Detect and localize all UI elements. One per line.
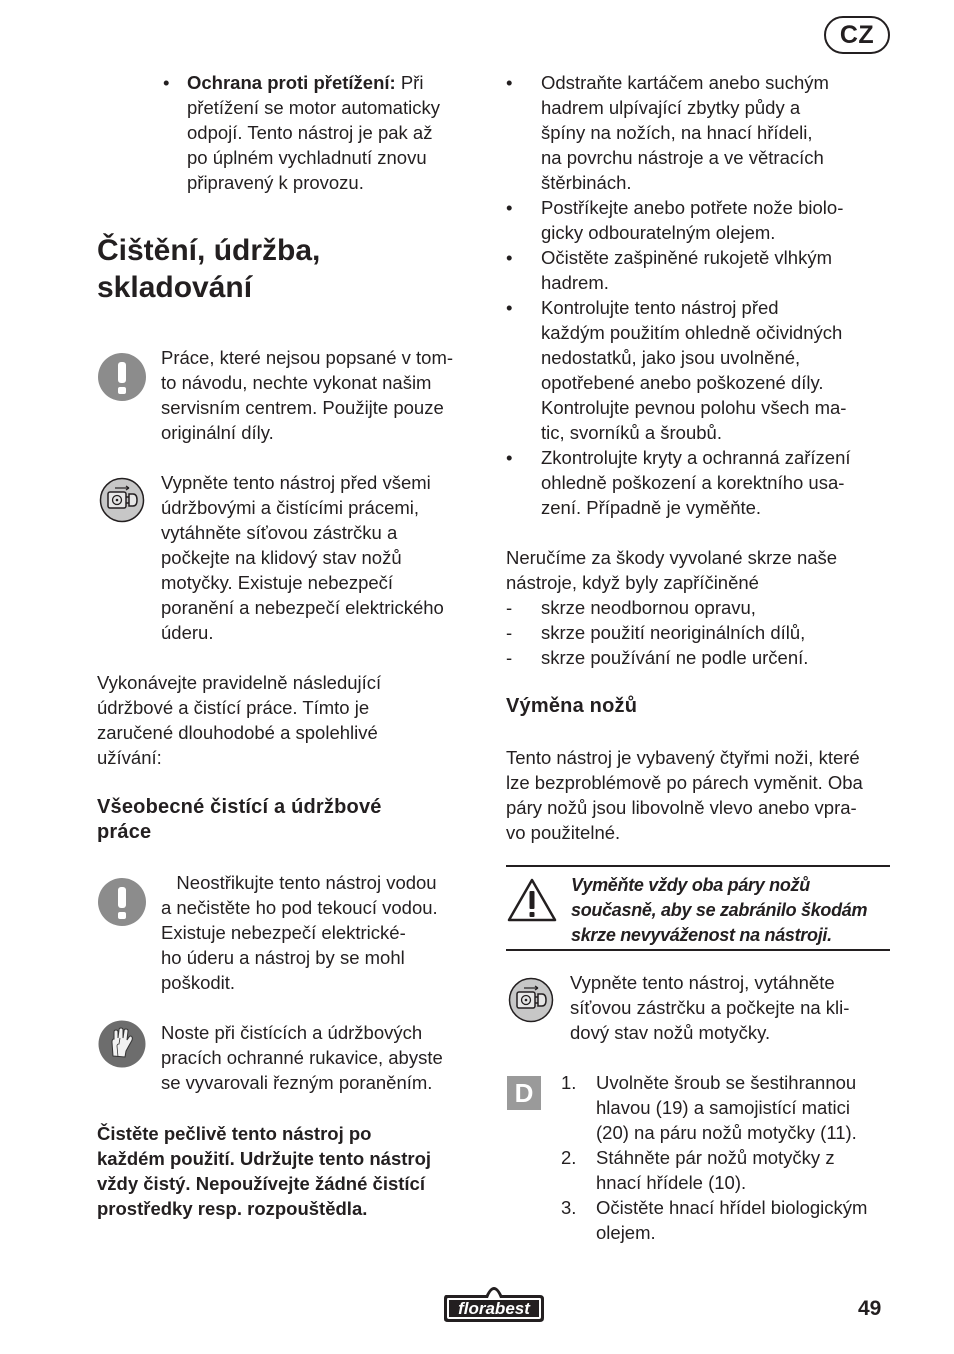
exclamation-icon — [98, 878, 146, 926]
overload-text-line: Při — [400, 72, 424, 93]
replacement-steps — [561, 1070, 891, 1245]
warning-box — [506, 865, 890, 951]
list-item: 1. Uvolněte šroub se šestihrannou hlavou (19) a samojistící matici (20) na páru nožů motyčky (11). — [561, 1072, 857, 1143]
note-gloves: Noste při čistících a údržbových pracích ochranné rukavice, abyste se vyvarovali řezným poraněním. — [161, 1022, 443, 1093]
list-item: • Kontrolujte tento nástroj před každým použitím ohledně očividných nedostatků, jako jsou uvolněné, opotřebené anebo poškozené díly. Kontrolujte pevnou polohu všech ma- tic, svorníků a šroubů. — [506, 295, 891, 445]
unplug-icon — [508, 977, 554, 1023]
list-item: • Postříkejte anebo potřete nože biolo- gicky odbouratelným olejem. — [506, 195, 891, 245]
language-badge: CZ — [824, 16, 890, 54]
overload-text-line: přetížení se motor automaticky — [187, 97, 440, 118]
warning-triangle-icon — [506, 877, 558, 923]
heading-line: skladování — [97, 271, 253, 304]
overload-text-line: odpojí. Tento nástroj je pak až — [187, 122, 433, 143]
page-number: 49 — [858, 1297, 882, 1320]
florabest-logo — [440, 1285, 548, 1325]
list-item: - skrze používání ne podle určení. — [506, 645, 891, 670]
note-switch-off: Vypněte tento nástroj před všemi údržbovými a čistícími prácemi, vytáhněte síťovou zástrčku a počkejte na klidový stav nožů motyčky. Existuje nebezpečí poranění a nebezpečí elektrického úderu. — [161, 472, 444, 643]
overload-protection-item — [163, 70, 483, 195]
blades-paragraph: Tento nástroj je vybavený čtyřmi noži, které lze bezproblémově po párech vyměnit. Oba páry nožů jsou libovolně vlevo anebo vpra- vo použitelné. — [506, 747, 863, 843]
subheading-blade-replacement: Výměna nožů — [506, 695, 638, 717]
note-service-center: Práce, které nejsou popsané v tom- to návodu, nechte vykonat našim servisním centrem. Použijte pouze originální díly. — [161, 347, 454, 443]
logo-text: florabest — [458, 1299, 530, 1318]
maintenance-bullet-list — [506, 70, 891, 520]
list-item: - skrze použití neoriginálních dílů, — [506, 620, 891, 645]
section-heading — [97, 232, 482, 306]
note-switch-off-blades: Vypněte tento nástroj, vytáhněte síťovou zástrčku a počkejte na kli- dový stav nožů motyčky. — [570, 972, 850, 1043]
warning-text: Vyměňte vždy oba páry nožů současně, aby se zabránilo škodám skrze nevyváženost na nástroji. — [571, 875, 868, 945]
subheading-general-cleaning: Všeobecné čistící a údržbové práce — [97, 796, 382, 843]
list-item: • Odstraňte kartáčem anebo suchým hadrem ulpívající zbytky půdy a špíny na nožích, na hnací hřídeli, na povrchu nástroje a ve větracích štěrbinách. — [506, 70, 891, 195]
maintenance-intro: Vykonávejte pravidelně následující údržbové a čistící práce. Tímto je zaručené dlouhodobé a spolehlivé užívání: — [97, 672, 382, 768]
figure-reference-badge: D — [507, 1076, 541, 1110]
list-item: 3. Očistěte hnací hřídel biologickým olejem. — [561, 1197, 868, 1243]
list-item: - skrze neodbornou opravu, — [506, 595, 891, 620]
liability-paragraph: Neručíme za škody vyvolané skrze naše nástroje, když byly zapříčiněné - skrze neodbornou opravu, - skrze použití neoriginálních dílů, - skrze používání ne podle určení. — [506, 545, 891, 670]
overload-text-line: připravený k provozu. — [187, 172, 364, 193]
heading-line: Čištění, údržba, — [97, 234, 321, 267]
list-item — [163, 70, 483, 195]
list-item: 2. Stáhněte pár nožů motyčky z hnací hřídele (10). — [561, 1147, 835, 1193]
list-item: • Očistěte zašpiněné rukojetě vlhkým hadrem. — [506, 245, 891, 295]
note-no-water: Neostřikujte tento nástroj vodou a nečistěte ho pod tekoucí vodou. Existuje nebezpečí elektrické- ho úderu a nástroj by se mohl poškodit. — [161, 872, 438, 993]
cleaning-bold-instruction: Čistěte pečlivě tento nástroj po každém použití. Udržujte tento nástroj vždy čistý. Nepoužívejte žádné čistící prostředky resp. rozpouštědla. — [97, 1123, 432, 1219]
unplug-icon — [99, 477, 145, 523]
list-item: • Zkontrolujte kryty a ochranná zařízení ohledně poškození a korektního usa- zení. Případně je vyměňte. — [506, 445, 891, 520]
exclamation-icon — [98, 353, 146, 401]
overload-text-line: po úplném vychladnutí znovu — [187, 147, 427, 168]
overload-title: Ochrana proti přetížení: — [187, 72, 396, 93]
gloves-icon — [98, 1020, 146, 1068]
